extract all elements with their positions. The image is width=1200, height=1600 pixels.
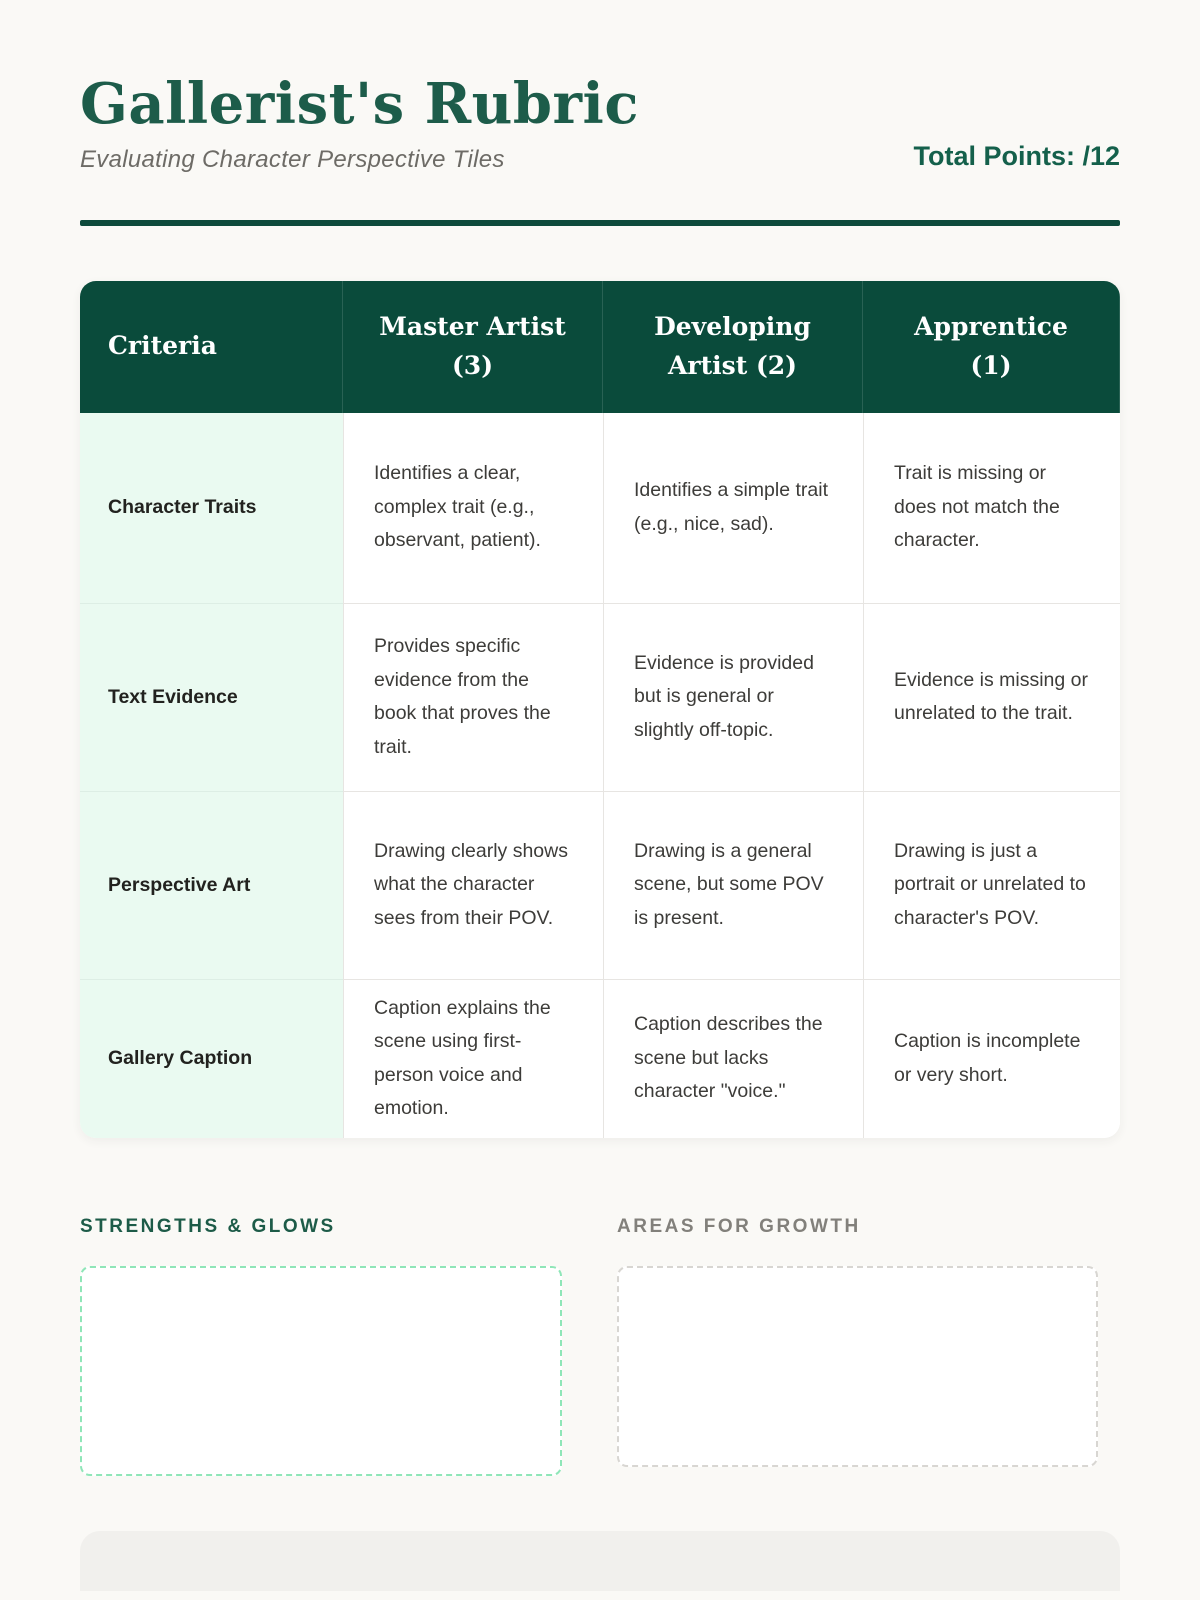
- page-header: [80, 0, 1120, 174]
- strengths-column: [80, 1216, 562, 1476]
- strengths-input-box[interactable]: [80, 1266, 562, 1476]
- cell-text: Caption is incomplete or very short.: [894, 1030, 1081, 1086]
- cell-gallery-caption-master: [343, 979, 603, 1138]
- criteria-cell-gallery-caption: Gallery Caption: [80, 979, 343, 1138]
- criteria-cell-character-traits: Character Traits: [80, 413, 343, 603]
- cell-character-traits-developing: [603, 413, 863, 603]
- cell-text: Drawing is a general scene, but some POV is present.: [634, 839, 824, 929]
- column-header-apprentice: Apprentice (1): [863, 281, 1120, 413]
- growth-label: AREAS FOR GROWTH: [617, 1215, 861, 1237]
- cell-perspective-art-developing: [603, 791, 863, 979]
- total-points-label: Total Points: /12: [913, 140, 1120, 171]
- rubric-table: [80, 281, 1120, 1138]
- rubric-page: [80, 0, 1120, 1591]
- title-block: [80, 71, 639, 174]
- footer-panel: [80, 1531, 1120, 1591]
- cell-perspective-art-master: [343, 791, 603, 979]
- cell-gallery-caption-apprentice: [863, 979, 1120, 1138]
- cell-text-evidence-apprentice: [863, 603, 1120, 791]
- growth-column: [617, 1216, 1098, 1467]
- growth-input-box[interactable]: [617, 1266, 1098, 1467]
- page-title: Gallerist's Rubric: [80, 71, 639, 137]
- header-divider: [80, 220, 1120, 226]
- column-header-criteria: Criteria: [80, 281, 343, 413]
- cell-text-evidence-master: [343, 603, 603, 791]
- cell-perspective-art-apprentice: [863, 791, 1120, 979]
- cell-gallery-caption-developing: [603, 979, 863, 1138]
- column-header-developing-artist: Developing Artist (2): [603, 281, 863, 413]
- cell-text: Caption explains the scene using first-person voice and emotion.: [374, 996, 551, 1120]
- notes-section: [80, 1216, 1120, 1476]
- cell-text: Identifies a clear, complex trait (e.g., observant, patient).: [374, 462, 541, 552]
- cell-text: Drawing is just a portrait or unrelated to character's POV.: [894, 839, 1086, 929]
- column-header-master-artist: Master Artist (3): [343, 281, 603, 413]
- criteria-cell-text-evidence: Text Evidence: [80, 603, 343, 791]
- cell-text: Provides specific evidence from the book that proves the trait.: [374, 635, 551, 758]
- strengths-label: STRENGTHS & GLOWS: [80, 1215, 336, 1237]
- criteria-cell-perspective-art: Perspective Art: [80, 791, 343, 979]
- cell-text: Caption describes the scene but lacks character "voice.": [634, 1013, 823, 1103]
- cell-text: Evidence is missing or unrelated to the trait.: [894, 668, 1088, 725]
- cell-character-traits-master: [343, 413, 603, 603]
- cell-text: Identifies a simple trait (e.g., nice, sad).: [634, 479, 829, 535]
- page-subtitle: Evaluating Character Perspective Tiles: [80, 145, 505, 173]
- cell-text: Evidence is provided but is general or slightly off-topic.: [634, 651, 814, 741]
- cell-text: Trait is missing or does not match the character.: [894, 462, 1060, 552]
- cell-text-evidence-developing: [603, 603, 863, 791]
- cell-character-traits-apprentice: [863, 413, 1120, 603]
- cell-text: Drawing clearly shows what the character sees from their POV.: [374, 839, 568, 929]
